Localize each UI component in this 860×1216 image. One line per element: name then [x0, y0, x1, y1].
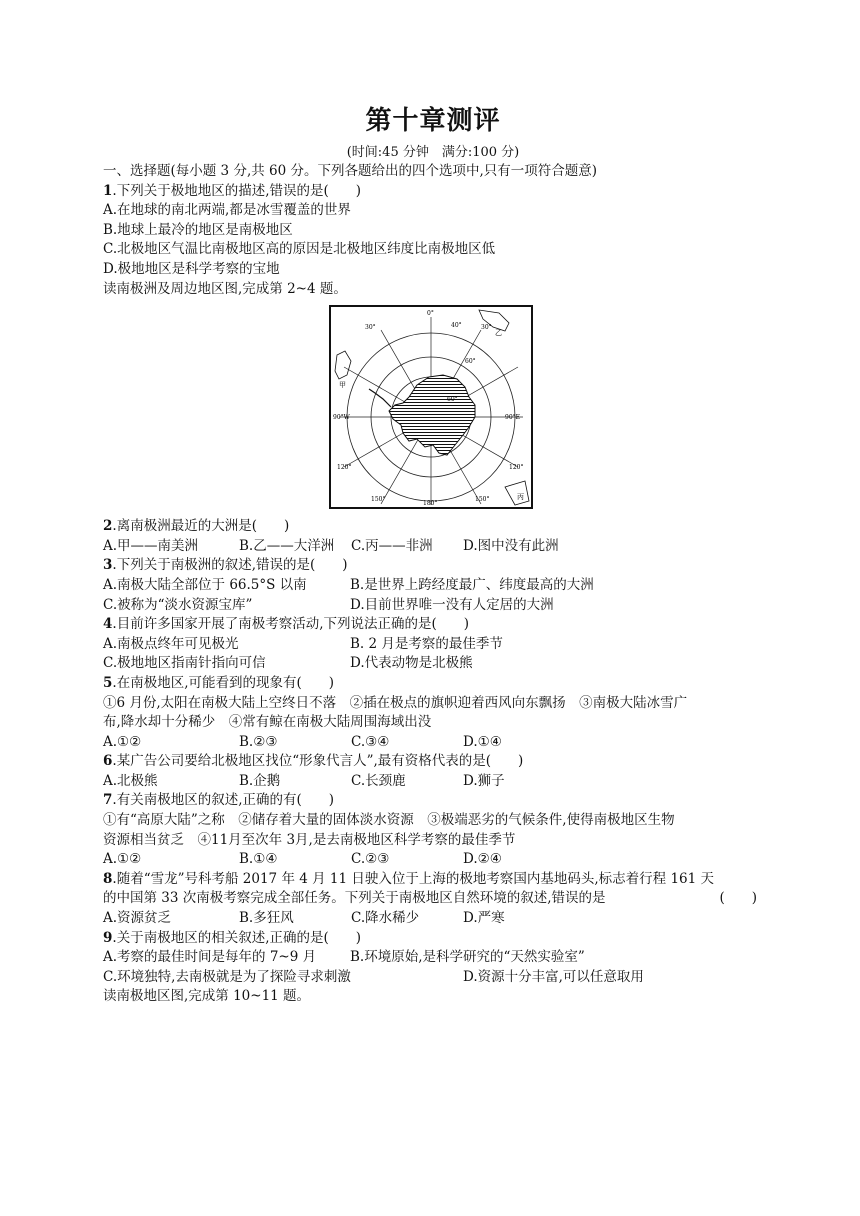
- question-9-options-cd: [103, 968, 763, 988]
- map-label-120-left: 120°: [337, 464, 352, 472]
- map-label-jia: 甲: [339, 381, 346, 390]
- map-label-0: 0°: [427, 310, 434, 318]
- question-9-option-b: B.环境原始,是科学研究的“天然实验室”: [350, 949, 585, 966]
- question-7-items-line2: 资源相当贫乏 ④11月至次年 3月,是去南极地区科学考察的最佳季节: [103, 831, 516, 848]
- question-2-stem: 2.离南极洲最近的大洲是( ): [103, 518, 290, 535]
- question-9-option-d: D.资源十分丰富,可以任意取用: [463, 968, 644, 985]
- question-8-option-a: A.资源贫乏: [103, 910, 172, 927]
- question-8-option-c: C.降水稀少: [351, 910, 420, 927]
- question-1-stem: 1.下列关于极地地区的描述,错误的是( ): [103, 182, 362, 199]
- document-page: [103, 100, 763, 1007]
- page-title: 第十章测评: [365, 106, 501, 136]
- question-9-option-c: C.环境独特,去南极就是为了探险寻求刺激: [103, 968, 351, 985]
- question-2-option-c: C.丙——非洲: [351, 537, 433, 554]
- question-8-option-d: D.严寒: [463, 910, 505, 927]
- map-label-150-left: 150°: [371, 496, 386, 504]
- question-5-option-b: B.②③: [239, 733, 278, 750]
- question-4-option-d: D.代表动物是北极熊: [350, 655, 473, 672]
- question-8-answer-paren: ( ): [719, 890, 757, 907]
- map-label-30-right: 30°: [481, 324, 492, 332]
- question-5-options: [103, 733, 763, 753]
- question-8-stem-line1: 8.随着“雪龙”号科考船 2017 年 4 月 11 日驶入位于上海的极地考察国内基地码头,标志着行程 161 天: [103, 870, 715, 887]
- map-label-60-top: 60°: [465, 358, 476, 366]
- map-label-120-right: 120°: [509, 464, 524, 472]
- question-2-options: [103, 537, 763, 557]
- question-4-option-b: B. 2 月是考察的最佳季节: [350, 635, 503, 652]
- exam-info: (时间:45 分钟 满分:100 分): [346, 145, 520, 160]
- map-label-60-inner: 60°: [447, 396, 458, 404]
- question-1-option-a: A.在地球的南北两端,都是冰雪覆盖的世界: [103, 202, 351, 219]
- question-1-option-d: D.极地地区是科学考察的宝地: [103, 260, 280, 277]
- question-6-options: [103, 772, 763, 792]
- question-4-options-cd: [103, 654, 763, 674]
- map-label-150-right: 150°: [475, 496, 490, 504]
- question-4-option-a: A.南极点终年可见极光: [103, 635, 239, 652]
- question-5-items-line2: 布,降水却十分稀少 ④常有鲸在南极大陆周围海域出没: [103, 714, 432, 731]
- map-label-90w: 90°W: [333, 414, 350, 422]
- question-3-option-d: D.目前世界唯一没有人定居的大洲: [350, 596, 554, 613]
- map-label-40: 40°: [451, 322, 462, 330]
- map-label-yi: 乙: [495, 329, 502, 338]
- map-intro-10-11: 读南极地区图,完成第 10~11 题。: [103, 988, 311, 1005]
- question-6-option-d: D.狮子: [463, 772, 505, 789]
- question-6-option-c: C.长颈鹿: [351, 772, 406, 789]
- question-4-stem: 4.目前许多国家开展了南极考察活动,下列说法正确的是( ): [103, 616, 470, 633]
- question-3-option-a: A.南极大陆全部位于 66.5°S 以南: [103, 576, 307, 593]
- question-3-option-b: B.是世界上跨经度最广、纬度最高的大洲: [350, 576, 594, 593]
- question-1-option-c: C.北极地区气温比南极地区高的原因是北极地区纬度比南极地区低: [103, 241, 496, 258]
- question-8-options: [103, 909, 763, 929]
- question-9-stem: 9.关于南极地区的相关叙述,正确的是( ): [103, 929, 362, 946]
- question-3-options-ab: [103, 576, 763, 596]
- question-7-option-b: B.①④: [239, 851, 278, 868]
- question-5-option-a: A.①②: [103, 733, 142, 750]
- question-5-stem: 5.在南极地区,可能看到的现象有( ): [103, 674, 335, 691]
- question-2-option-a: A.甲——南美洲: [103, 537, 199, 554]
- question-5-option-c: C.③④: [351, 733, 390, 750]
- question-6-stem: 6.某广告公司要给北极地区找位“形象代言人”,最有资格代表的是( ): [103, 753, 524, 770]
- map-label-180: 180°: [423, 500, 438, 508]
- map-label-bing: 丙: [517, 493, 524, 502]
- question-6-option-a: A.北极熊: [103, 772, 158, 789]
- question-7-stem: 7.有关南极地区的叙述,正确的有( ): [103, 792, 335, 809]
- question-7-option-d: D.②④: [463, 851, 502, 868]
- question-8-option-b: B.多狂风: [239, 910, 294, 927]
- question-8-stem-line2: 的中国第 33 次南极考察完成全部任务。下列关于南极地区自然环境的叙述,错误的是 ( ): [103, 889, 763, 909]
- question-2-option-b: B.乙——大洋洲: [239, 537, 335, 554]
- question-9-options-ab: [103, 948, 763, 968]
- question-1-option-b: B.地球上最冷的地区是南极地区: [103, 221, 293, 238]
- map-label-90e: 90°E: [505, 414, 521, 422]
- question-7-option-a: A.①②: [103, 851, 142, 868]
- antarctica-map: [329, 305, 533, 509]
- question-5-option-d: D.①④: [463, 733, 502, 750]
- question-4-option-c: C.极地地区指南针指向可信: [103, 655, 266, 672]
- question-9-option-a: A.考察的最佳时间是每年的 7~9 月: [103, 949, 317, 966]
- question-6-option-b: B.企鹅: [239, 772, 281, 789]
- question-2-option-d: D.图中没有此洲: [463, 537, 559, 554]
- map-label-30-left: 30°: [365, 324, 376, 332]
- section-heading: 一、选择题(每小题 3 分,共 60 分。下列各题给出的四个选项中,只有一项符合题意): [103, 163, 598, 179]
- question-3-stem: 3.下列关于南极洲的叙述,错误的是( ): [103, 557, 348, 574]
- question-7-option-c: C.②③: [351, 851, 390, 868]
- question-7-options: [103, 850, 763, 870]
- question-7-items-line1: ①有“高原大陆”之称 ②储存着大量的固体淡水资源 ③极端恶劣的气候条件,使得南极地区生物: [103, 812, 675, 829]
- question-5-items-line1: ①6 月份,太阳在南极大陆上空终日不落 ②插在极点的旗帜迎着西风向东飘扬 ③南极大陆冰雪广: [103, 694, 688, 711]
- question-4-options-ab: [103, 635, 763, 655]
- question-3-options-cd: [103, 596, 763, 616]
- map-intro-2-4: 读南极洲及周边地区图,完成第 2~4 题。: [103, 280, 347, 297]
- question-3-option-c: C.被称为“淡水资源宝库”: [103, 596, 253, 613]
